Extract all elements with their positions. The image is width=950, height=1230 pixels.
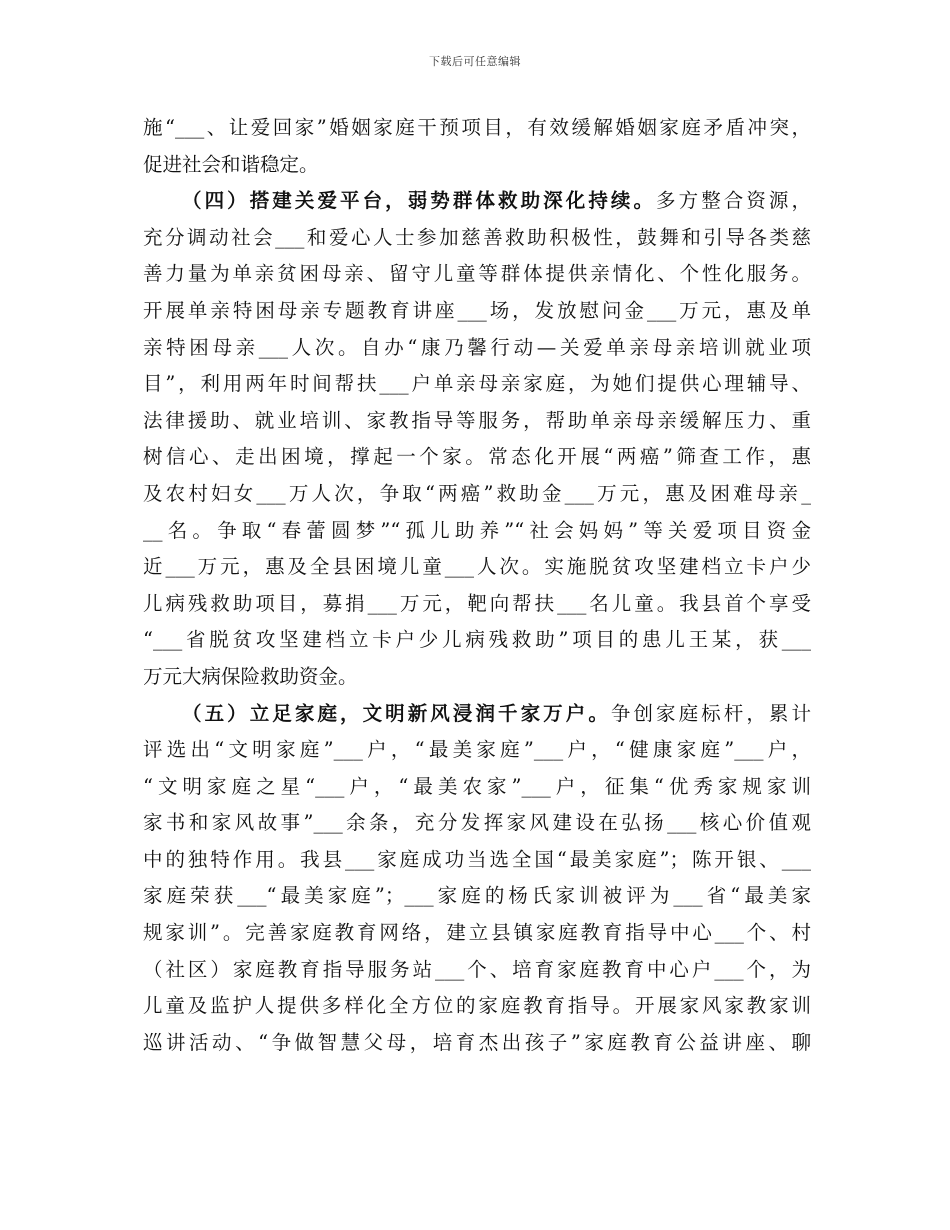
body-line: 促进社会和谐稳定。	[143, 152, 319, 176]
body-line: “___省脱贫攻坚建档立卡户少儿病残救助”项目的患儿王某，获___	[143, 628, 811, 652]
document-body	[143, 110, 811, 1061]
section-5-heading: （五）立足家庭，文明新风浸润千家万户。	[182, 701, 611, 725]
body-line: 规家训”。完善家庭教育网络，建立县镇家庭教育指导中心___个、村	[143, 921, 811, 945]
section-4-first-line	[143, 183, 811, 220]
body-line: 中的独特作用。我县___家庭成功当选全国“最美家庭”；陈开银、___	[143, 847, 811, 871]
body-line: “文明家庭之星“___户，“最美农家”___户，征集“优秀家规家训	[143, 774, 811, 798]
body-line: （社区）家庭教育指导服务站___个、培育家庭教育中心户___个，为	[143, 957, 811, 981]
body-line: 树信心、走出困境，撑起一个家。常态化开展“两癌”筛查工作，惠	[143, 445, 811, 469]
body-line: 及农村妇女___万人次，争取“两癌”救助金___万元，惠及困难母亲_	[143, 481, 811, 505]
body-line: __名。争取“春蕾圆梦”“孤儿助养”“社会妈妈”等关爱项目资金	[143, 518, 811, 542]
body-line: 充分调动社会___和爱心人士参加慈善救助积极性，鼓舞和引导各类慈	[143, 225, 811, 249]
body-line: 法律援助、就业培训、家教指导等服务，帮助单亲母亲缓解压力、重	[143, 408, 811, 432]
body-line: 施“___、让爱回家”婚姻家庭干预项目，有效缓解婚姻家庭矛盾冲突，	[143, 116, 811, 139]
body-line: 目”，利用两年时间帮扶___户单亲母亲家庭，为她们提供心理辅导、	[143, 372, 811, 396]
section-4-heading: （四）搭建关爱平台，弱势群体救助深化持续。	[182, 189, 657, 213]
body-line: 万元大病保险救助资金。	[143, 664, 358, 688]
body-line: 近___万元，惠及全县困境儿童___人次。实施脱贫攻坚建档立卡户少	[143, 555, 811, 579]
body-line: 多方整合资源，	[656, 189, 811, 213]
body-line: 争创家庭标杆，累计	[610, 701, 811, 725]
body-line: 儿病残救助项目，募捐___万元，靶向帮扶___名儿童。我县首个享受	[143, 591, 811, 615]
body-line: 亲特困母亲___人次。自办“康乃馨行动—关爱单亲母亲培训就业项	[143, 335, 811, 359]
body-line: 评选出“文明家庭”___户，“最美家庭”___户，“健康家庭”___户，	[143, 738, 811, 762]
body-line: 家书和家风故事”___余条，充分发挥家风建设在弘扬___核心价值观	[143, 811, 811, 835]
body-line: 善力量为单亲贫困母亲、留守儿童等群体提供亲情化、个性化服务。	[143, 262, 811, 286]
body-line: 巡讲活动、“争做智慧父母，培育杰出孩子”家庭教育公益讲座、聊	[143, 1030, 811, 1054]
body-line: 儿童及监护人提供多样化全方位的家庭教育指导。开展家风家教家训	[143, 994, 811, 1018]
body-line: 开展单亲特困母亲专题教育讲座___场，发放慰问金___万元，惠及单	[143, 298, 811, 322]
section-5-first-line	[143, 696, 811, 733]
page-header: 下载后可任意编辑	[429, 55, 521, 68]
body-line: 家庭荣获___“最美家庭”；___家庭的杨氏家训被评为___省“最美家	[143, 884, 811, 908]
